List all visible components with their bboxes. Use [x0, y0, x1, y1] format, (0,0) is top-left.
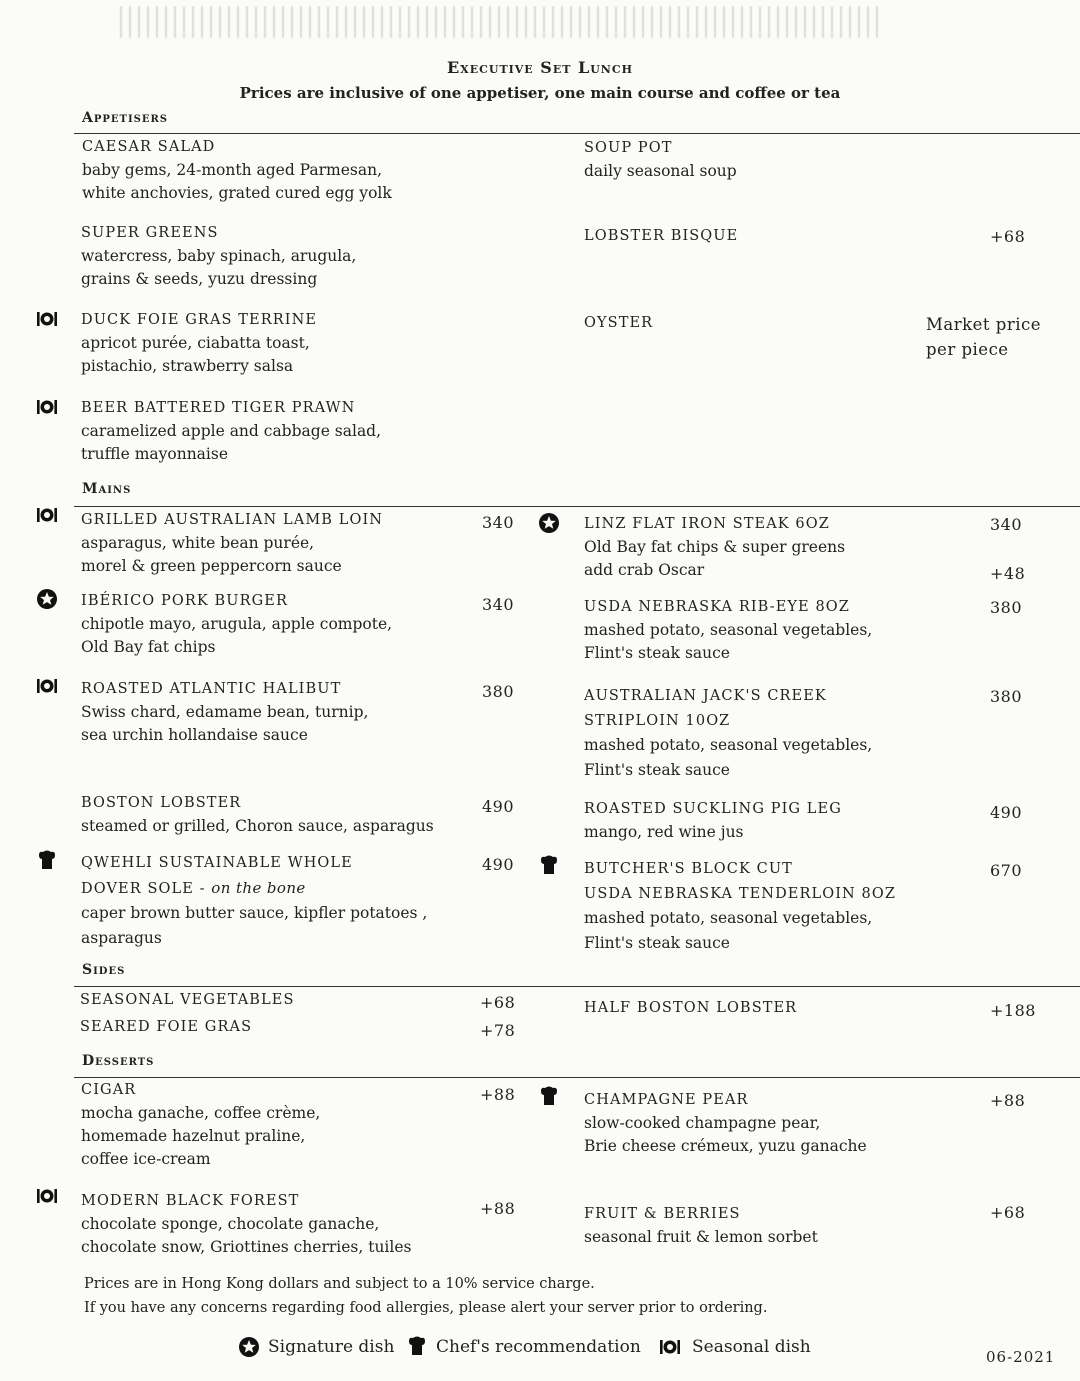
- item-name: SEARED FOIE GRAS: [80, 1019, 253, 1035]
- menu-item: [584, 137, 1024, 183]
- menu-item: [82, 136, 522, 205]
- item-name-line-2: USDA NEBRASKA TENDERLOIN 8OZ: [584, 885, 897, 902]
- item-name: FRUIT & BERRIES: [584, 1206, 741, 1222]
- item-name: OYSTER: [584, 315, 654, 331]
- menu-item: [584, 684, 1024, 782]
- item-description: chocolate snow, Griottines cherries, tuiles: [81, 1238, 412, 1256]
- item-description: homemade hazelnut praline,: [81, 1127, 306, 1145]
- item-description: chocolate sponge, chocolate ganache,: [81, 1215, 380, 1233]
- section-divider: [74, 986, 1080, 987]
- legend-label: Signature dish: [268, 1337, 395, 1357]
- seasonal-dish-icon: [36, 504, 58, 526]
- item-extra-price: +48: [990, 564, 1026, 583]
- chef-recommendation-icon: [538, 1086, 560, 1108]
- item-description: morel & green peppercorn sauce: [81, 557, 342, 575]
- menu-item: [81, 590, 521, 659]
- item-price: 340: [482, 595, 515, 614]
- menu-item: [584, 225, 1024, 248]
- menu-item: [81, 851, 521, 950]
- item-description: mango, red wine jus: [584, 823, 744, 841]
- menu-subtitle: Prices are inclusive of one appetiser, one main course and coffee or tea: [239, 84, 841, 102]
- menu-item: [584, 596, 1024, 665]
- footer-note-prices: Prices are in Hong Kong dollars and subject to a 10% service charge.: [84, 1276, 595, 1292]
- item-description: caper brown butter sauce, kipfler potatoes ,: [81, 904, 428, 922]
- section-divider: [74, 133, 1080, 134]
- item-name: QWEHLI SUSTAINABLE WHOLE: [81, 855, 353, 871]
- chef-recommendation-icon: [36, 850, 58, 872]
- item-name: BOSTON LOBSTER: [81, 795, 242, 811]
- item-description: mashed potato, seasonal vegetables,: [584, 621, 873, 639]
- legend-seasonal: [656, 1336, 811, 1358]
- section-heading-sides: Sides: [82, 962, 126, 978]
- item-price: 490: [482, 855, 515, 874]
- item-description: Swiss chard, edamame bean, turnip,: [81, 703, 369, 721]
- menu-item: [81, 397, 521, 466]
- item-price: 380: [990, 687, 1023, 706]
- item-description: asparagus, white bean purée,: [81, 534, 315, 552]
- item-description: Brie cheese crémeux, yuzu ganache: [584, 1137, 867, 1155]
- item-description: pistachio, strawberry salsa: [81, 357, 294, 375]
- item-name: LOBSTER BISQUE: [584, 228, 739, 244]
- section-divider: [74, 1077, 1080, 1078]
- menu-item: [584, 857, 1024, 955]
- item-name: ROASTED SUCKLING PIG LEG: [584, 801, 842, 817]
- item-price: 340: [482, 513, 515, 532]
- item-name: MODERN BLACK FOREST: [81, 1193, 300, 1209]
- menu-item: [81, 678, 521, 747]
- item-name: CHAMPAGNE PEAR: [584, 1092, 749, 1108]
- item-description: mocha ganache, coffee crème,: [81, 1104, 321, 1122]
- menu-item: [584, 997, 1024, 1020]
- menu-item: [81, 792, 521, 838]
- item-price: 340: [990, 515, 1023, 534]
- item-name-text: DOVER SOLE -: [81, 880, 212, 897]
- item-price: 380: [990, 598, 1023, 617]
- signature-dish-icon: [238, 1336, 260, 1358]
- footer-note-allergies: If you have any concerns regarding food allergies, please alert your server prior to ordering.: [84, 1300, 768, 1316]
- menu-item: [81, 222, 521, 291]
- item-description: mashed potato, seasonal vegetables,: [584, 736, 873, 754]
- menu-item: [80, 989, 520, 1012]
- item-name: HALF BOSTON LOBSTER: [584, 1000, 798, 1016]
- item-price: 670: [990, 861, 1023, 880]
- item-description: Flint's steak sauce: [584, 933, 730, 952]
- item-description: asparagus: [81, 928, 162, 947]
- item-description: slow-cooked champagne pear,: [584, 1114, 821, 1132]
- item-price: +78: [480, 1021, 516, 1040]
- section-heading-mains: Mains: [82, 481, 132, 497]
- menu-item: [584, 1089, 1024, 1158]
- item-name: USDA NEBRASKA RIB-EYE 8OZ: [584, 599, 850, 615]
- item-price: 490: [482, 797, 515, 816]
- item-price: +68: [990, 1203, 1026, 1222]
- item-price: +88: [990, 1091, 1026, 1110]
- signature-dish-icon: [538, 512, 560, 534]
- signature-dish-icon: [36, 588, 58, 610]
- item-description: Flint's steak sauce: [584, 644, 730, 662]
- item-price: 380: [482, 682, 515, 701]
- item-price-market: [926, 312, 1041, 362]
- seasonal-dish-icon: [36, 675, 58, 697]
- item-name: GRILLED AUSTRALIAN LAMB LOIN: [81, 512, 384, 528]
- item-name: CIGAR: [81, 1082, 137, 1098]
- item-name-line-2: STRIPLOIN 10OZ: [584, 712, 731, 729]
- item-name: BEER BATTERED TIGER PRAWN: [81, 400, 356, 416]
- item-description: add crab Oscar: [584, 561, 705, 579]
- menu-item: [584, 1203, 1024, 1249]
- menu-item: [81, 509, 521, 578]
- item-name: IBÉRICO PORK BURGER: [81, 593, 288, 609]
- item-price: +68: [480, 993, 516, 1012]
- item-price: +88: [480, 1199, 516, 1218]
- menu-title: Executive Set Lunch: [446, 58, 634, 77]
- item-price: +88: [480, 1085, 516, 1104]
- item-description: baby gems, 24-month aged Parmesan,: [82, 161, 383, 179]
- menu-item: [584, 513, 1024, 582]
- faded-print-texture: [120, 6, 880, 38]
- item-name: SOUP POT: [584, 140, 673, 156]
- item-price: +68: [990, 227, 1026, 246]
- item-name: AUSTRALIAN JACK'S CREEK: [584, 688, 827, 704]
- item-name: SEASONAL VEGETABLES: [80, 992, 295, 1008]
- item-description: truffle mayonnaise: [81, 445, 229, 463]
- item-description: caramelized apple and cabbage salad,: [81, 422, 382, 440]
- item-name: ROASTED ATLANTIC HALIBUT: [81, 681, 342, 697]
- item-description: daily seasonal soup: [584, 162, 737, 180]
- item-description: chipotle mayo, arugula, apple compote,: [81, 615, 393, 633]
- item-description: coffee ice-cream: [81, 1150, 211, 1168]
- item-name-italic: on the bone: [211, 878, 306, 897]
- item-description: watercress, baby spinach, arugula,: [81, 247, 357, 265]
- section-heading-appetisers: Appetisers: [82, 110, 169, 126]
- legend-label: Chef's recommendation: [436, 1337, 641, 1357]
- menu-item: [584, 798, 1024, 844]
- item-description: Old Bay fat chips & super greens: [584, 538, 846, 556]
- menu-item: [80, 1016, 520, 1039]
- legend-signature: [238, 1336, 394, 1358]
- seasonal-dish-icon: [36, 1185, 58, 1207]
- item-name: CAESAR SALAD: [82, 139, 216, 155]
- seasonal-dish-icon: [36, 396, 58, 418]
- item-description: sea urchin hollandaise sauce: [81, 726, 308, 744]
- item-name: LINZ FLAT IRON STEAK 6OZ: [584, 516, 830, 532]
- item-name-line-2: [81, 876, 521, 902]
- item-description: grains & seeds, yuzu dressing: [81, 270, 318, 288]
- legend-chef: [406, 1336, 641, 1358]
- menu-date: 06-2021: [986, 1348, 1056, 1366]
- menu-item: [81, 1079, 521, 1171]
- item-name: SUPER GREENS: [81, 225, 219, 241]
- legend-label: Seasonal dish: [692, 1337, 811, 1357]
- section-divider: [74, 506, 1080, 507]
- item-price: +188: [990, 1001, 1036, 1020]
- item-name: DUCK FOIE GRAS TERRINE: [81, 312, 318, 328]
- price-line: Market price: [926, 315, 1041, 334]
- item-description: Old Bay fat chips: [81, 638, 216, 656]
- section-heading-desserts: Desserts: [82, 1053, 155, 1069]
- seasonal-dish-icon: [656, 1336, 684, 1358]
- chef-recommendation-icon: [538, 855, 560, 877]
- menu-item: [81, 1190, 521, 1259]
- item-price: 490: [990, 803, 1023, 822]
- price-line: per piece: [926, 340, 1009, 359]
- chef-recommendation-icon: [406, 1336, 428, 1358]
- item-description: apricot purée, ciabatta toast,: [81, 334, 310, 352]
- item-description: Flint's steak sauce: [584, 760, 730, 779]
- item-description: mashed potato, seasonal vegetables,: [584, 909, 873, 927]
- item-description: white anchovies, grated cured egg yolk: [82, 184, 392, 202]
- item-name: BUTCHER'S BLOCK CUT: [584, 861, 793, 877]
- menu-item: [81, 309, 521, 378]
- item-description: steamed or grilled, Choron sauce, asparagus: [81, 817, 434, 835]
- item-description: seasonal fruit & lemon sorbet: [584, 1228, 818, 1246]
- seasonal-dish-icon: [36, 308, 58, 330]
